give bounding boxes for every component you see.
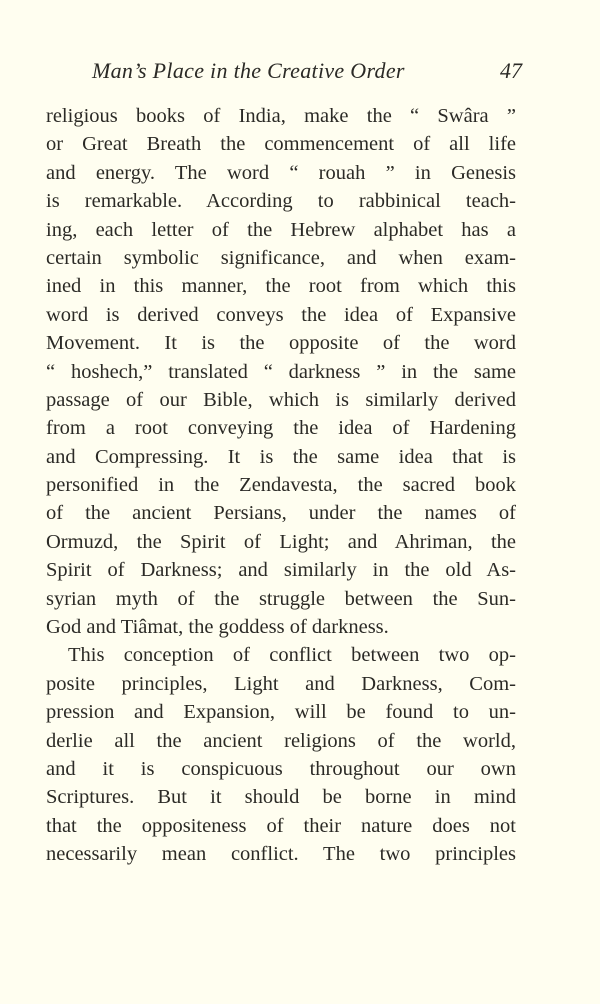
text-line: derlie all the ancient religions of the world, bbox=[46, 729, 516, 752]
running-title: Man’s Place in the Creative Order bbox=[92, 58, 405, 83]
text-line: or Great Breath the commencement of all life bbox=[46, 133, 516, 156]
text-line: and Compressing. It is the same idea that is bbox=[46, 445, 516, 468]
page-number: 47 bbox=[500, 58, 522, 83]
body-text bbox=[46, 102, 516, 869]
text-line: ing, each letter of the Hebrew alphabet has a bbox=[46, 218, 516, 241]
text-line: “ hoshech,” translated “ darkness ” in the same bbox=[46, 360, 516, 383]
text-line: syrian myth of the struggle between the Sun- bbox=[46, 587, 516, 610]
text-line: This conception of conflict between two op- bbox=[68, 644, 516, 667]
text-line: pression and Expansion, will be found to un- bbox=[46, 701, 516, 724]
text-line: word is derived conveys the idea of Expansive bbox=[46, 303, 516, 326]
text-line: that the oppositeness of their nature does not bbox=[46, 814, 516, 837]
text-line: from a root conveying the idea of Hardening bbox=[46, 417, 516, 440]
text-line: Movement. It is the opposite of the word bbox=[46, 332, 516, 355]
text-line: certain symbolic significance, and when exam- bbox=[46, 246, 516, 269]
text-line: is remarkable. According to rabbinical teach- bbox=[46, 190, 516, 213]
text-line: personified in the Zendavesta, the sacred book bbox=[46, 474, 516, 497]
text-line: necessarily mean conflict. The two principles bbox=[46, 843, 516, 866]
text-line: Spirit of Darkness; and similarly in the old As- bbox=[46, 559, 516, 582]
running-head bbox=[92, 58, 522, 88]
text-line: religious books of India, make the “ Swâra ” bbox=[46, 105, 516, 127]
text-line: and energy. The word “ rouah ” in Genesis bbox=[46, 161, 516, 184]
text-line: Ormuzd, the Spirit of Light; and Ahriman, the bbox=[46, 530, 516, 553]
text-line: God and Tiâmat, the goddess of darkness. bbox=[46, 616, 389, 639]
text-line: Scriptures. But it should be borne in mind bbox=[46, 786, 516, 809]
text-line: passage of our Bible, which is similarly derived bbox=[46, 388, 516, 411]
text-line: of the ancient Persians, under the names of bbox=[46, 502, 516, 525]
paragraph-1 bbox=[46, 102, 516, 641]
paragraph-2 bbox=[46, 641, 516, 868]
text-line: and it is conspicuous throughout our own bbox=[46, 757, 516, 780]
text-line: posite principles, Light and Darkness, Com- bbox=[46, 672, 516, 695]
text-line: ined in this manner, the root from which this bbox=[46, 275, 516, 298]
